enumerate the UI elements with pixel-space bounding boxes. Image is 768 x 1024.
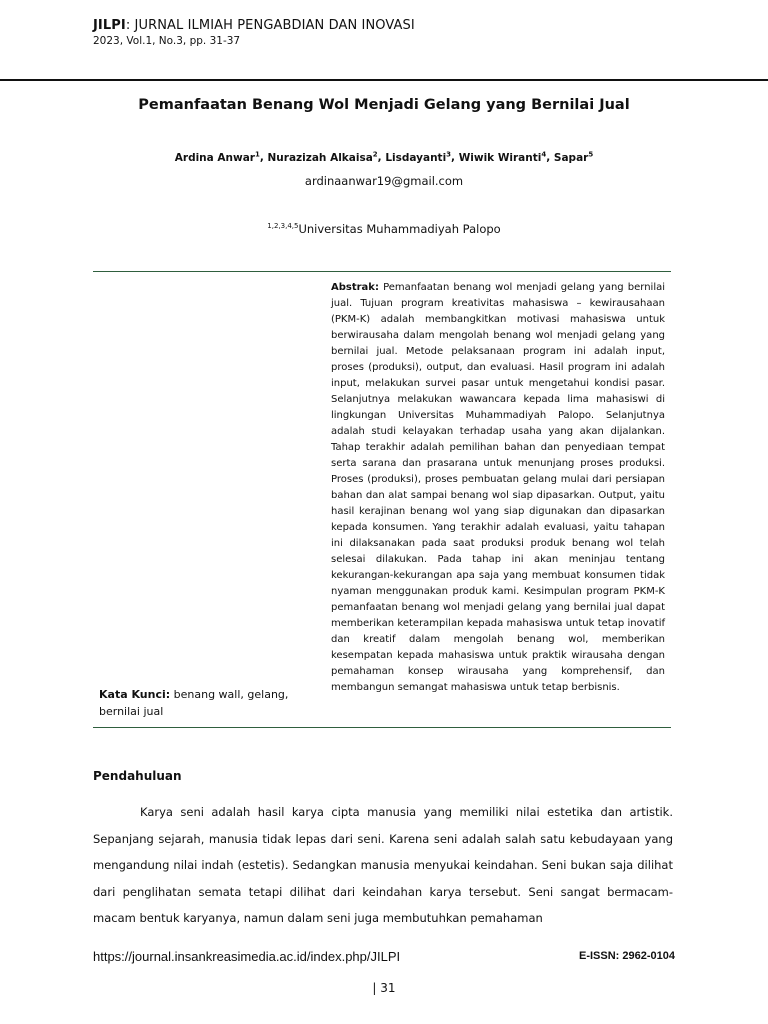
body-paragraph: Karya seni adalah hasil karya cipta manusia yang memiliki nilai estetika dan artistik. Sepanjang sejarah, manusia tidak lepas dari seni. Karena seni adalah salah satu kebudayaan yang mengandung nilai indah (estetis). Sedangkan manusia menyukai keindahan. Seni bukan saja dilihat dari penglihatan semata tetapi dilihat dari keindahan karya tersebut. Seni sangat bermacam-macam bentuk karyanya, namun dalam seni juga membutuhkan pemahaman bbox=[93, 805, 673, 925]
abstract-text: Pemanfaatan benang wol menjadi gelang yang bernilai jual. Tujuan program kreativitas mahasiswa – kewirausahaan (PKM-K) adalah membangkitkan motivasi mahasiswa untuk berwirausaha dalam mengolah benang wol menjadi gelang yang bernilai jual. Metode pelaksanaan program ini adalah input, proses (produksi), output, dan evaluasi. Hasil program ini adalah input, melakukan survei pasar untuk mengetahui kondisi pasar. Selanjutnya melakukan wawancara kepada lima mahasiswi di lingkungan Universitas Muhammadiyah Palopo. Selanjutnya adalah studi kelayakan terhadap usaha yang akan dijalankan. Tahap terakhir adalah pemilihan bahan dan penyediaan tempat serta sarana dan prasarana untuk menunjang proses produksi. Proses (produksi), proses pembuatan gelang mulai dari persiapan bahan dan alat sampai benang wol siap dipasarkan. Output, yaitu hasil kerajinan benang wol yang siap digunakan dan dipasarkan kepada konsumen. Yang terakhir adalah evaluasi, yaitu tahapan ini dilaksanakan pada saat produksi produk benang wol telah selesai dilakukan. Pada tahap ini akan meninjau tentang kekurangan-kekurangan apa saja yang membuat konsumen tidak nyaman menggunakan produk kami. Kesimpulan program PKM-K pemanfaatan benang wol menjadi gelang yang bernilai jual dapat memberikan keterampilan kepada mahasiswa untuk tetap inovatif dan kreatif dalam mengolah benang wol, memberikan kesempatan kepada mahasiswa untuk praktik wirausaha dengan pemahaman konsep wirausaha yang komprehensif, dan membangun semangat mahasiswa untuk tetap berbisnis. bbox=[331, 282, 665, 693]
author-1: Ardina Anwar$^1$ bbox=[174, 150, 260, 164]
journal-name bbox=[93, 18, 415, 33]
issue-info: 2023, Vol.1, No.3, pp. 31-37 bbox=[93, 35, 241, 47]
running-header bbox=[93, 18, 415, 47]
journal-abbr: JILPI bbox=[93, 18, 126, 33]
abstract bbox=[331, 280, 665, 696]
abstract-box bbox=[93, 271, 671, 728]
author-4: Wiwik Wiranti$^4$ bbox=[458, 150, 547, 164]
author-list: Ardina Anwar$^1$, Nurazizah Alkaisa$^2$, Lisdayanti$^3$, Wiwik Wiranti$^4$, Sapar$^5$ bbox=[174, 150, 594, 164]
affiliation-name: Universitas Muhammadiyah Palopo bbox=[298, 222, 501, 236]
page-number: | 31 bbox=[372, 981, 396, 995]
issn: E-ISSN: 2962-0104 bbox=[579, 950, 675, 962]
affiliation bbox=[0, 222, 768, 236]
journal-url[interactable]: https://journal.insankreasimedia.ac.id/index.php/JILPI bbox=[93, 949, 401, 964]
paper-title: Pemanfaatan Benang Wol Menjadi Gelang yang Bernilai Jual bbox=[138, 97, 630, 113]
journal-full-name: : JURNAL ILMIAH PENGABDIAN DAN INOVASI bbox=[125, 18, 415, 33]
keywords-label: Kata Kunci: bbox=[99, 688, 171, 701]
author-email: ardinaanwar19@gmail.com bbox=[304, 174, 464, 188]
affiliation-sup: 1,2,3,4,5 bbox=[267, 222, 299, 231]
section-heading: Pendahuluan bbox=[93, 769, 182, 783]
header-rule bbox=[0, 79, 768, 81]
keywords bbox=[99, 686, 304, 720]
abstract-label: Abstrak: bbox=[331, 282, 379, 293]
author-5: Sapar$^5$ bbox=[553, 150, 594, 164]
author-2: Nurazizah Alkaisa$^2$ bbox=[267, 150, 378, 164]
keywords-text: benang wall, gelang, bernilai jual bbox=[99, 688, 289, 718]
author-3: Lisdayanti$^3$ bbox=[385, 150, 452, 164]
